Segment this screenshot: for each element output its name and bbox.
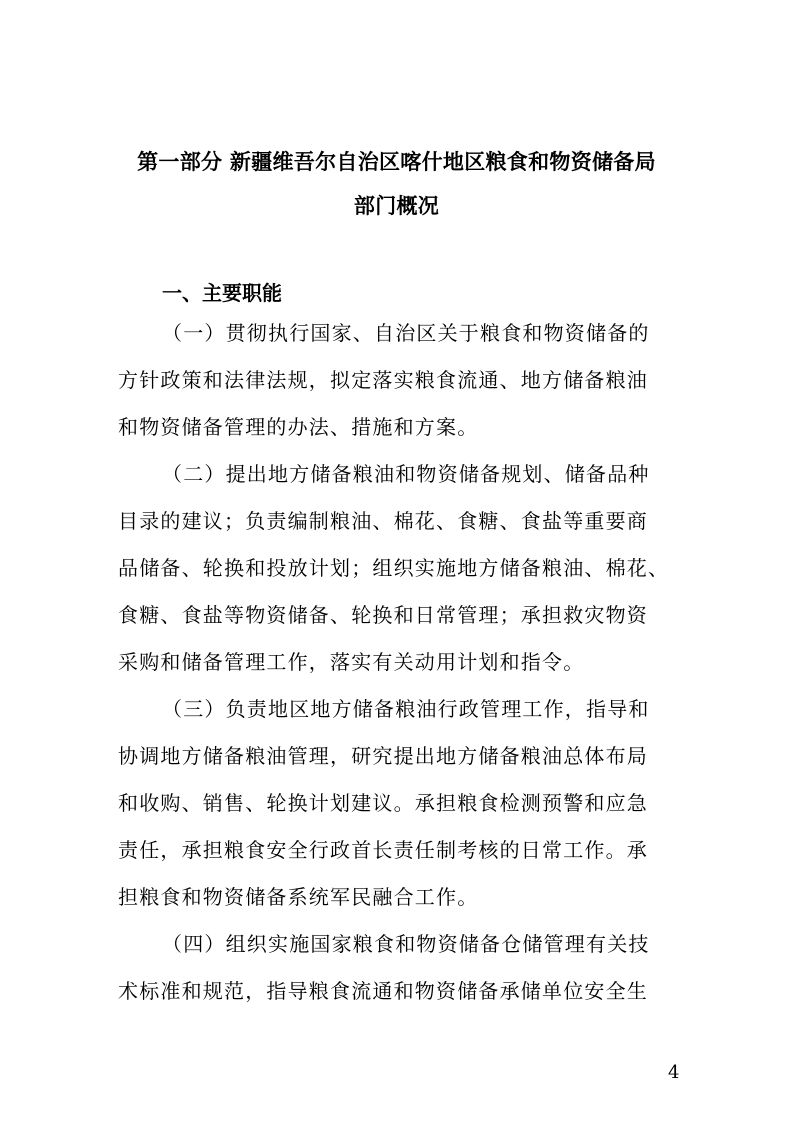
body-line: （二）提出地方储备粮油和物资储备规划、储备品种: [162, 462, 650, 486]
body-line: （三）负责地区地方储备粮油行政管理工作，指导和: [162, 697, 650, 721]
body-line: 协调地方储备粮油管理，研究提出地方储备粮油总体布局: [118, 744, 648, 768]
body-line: 术标准和规范，指导粮食流通和物资储备承储单位安全生: [118, 979, 648, 1003]
body-line: 和收购、销售、轮换计划建议。承担粮食检测预警和应急: [118, 791, 648, 815]
page-number: 4: [668, 1062, 680, 1083]
document-subtitle: 部门概况: [353, 194, 440, 218]
body-line: 担粮食和物资储备系统军民融合工作。: [118, 885, 479, 909]
body-line: （一）贯彻执行国家、自治区关于粮食和物资储备的: [162, 321, 650, 345]
body-line: 方针政策和法律法规，拟定落实粮食流通、地方储备粮油: [118, 368, 648, 392]
section-heading: 一、主要职能: [162, 281, 282, 305]
body-line: 责任，承担粮食安全行政首长责任制考核的日常工作。承: [118, 838, 648, 862]
body-line: 食糖、食盐等物资储备、轮换和日常管理；承担救灾物资: [118, 603, 648, 627]
body-line: 目录的建议；负责编制粮油、棉花、食糖、食盐等重要商: [118, 509, 648, 533]
body-line: （四）组织实施国家粮食和物资储备仓储管理有关技: [162, 932, 650, 956]
body-line: 采购和储备管理工作，落实有关动用计划和指令。: [118, 650, 585, 674]
body-line: 品储备、轮换和投放计划；组织实施地方储备粮油、棉花、: [118, 556, 670, 580]
document-title: 第一部分 新疆维吾尔自治区喀什地区粮食和物资储备局: [137, 150, 656, 174]
body-line: 和物资储备管理的办法、措施和方案。: [118, 415, 479, 439]
